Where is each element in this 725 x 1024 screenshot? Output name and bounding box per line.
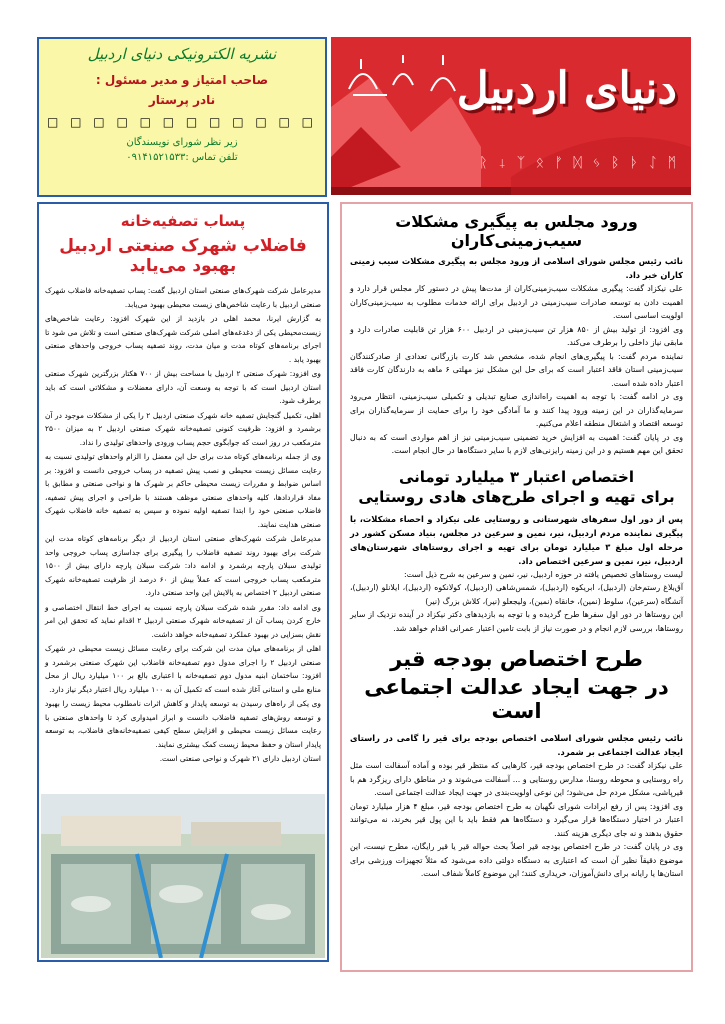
article1-body (342, 282, 691, 458)
article2-headline-1: اختصاص اعتبار ۳ میلیارد تومانی (398, 467, 634, 486)
paragraph: وی ادامه داد: مقرر شده شرکت سبلان پارچه نسبت به اجرای خط انتقال اختصاصی و خارج کردن پساب آن از تصفیه‌خانه شهرک صنعتی اردبیل ۲ اقدام نماید که تحقق این امر نقش بسزایی در بهبود عملکرد تصفیه‌خانه خواهد داشت. (45, 602, 322, 639)
contact-phone: تلفن تماس :۰۹۱۴۱۵۲۱۵۳۳ (126, 152, 238, 163)
masthead-title: دنیای اردبیل (456, 63, 677, 114)
paragraph: وی افزود: از تولید بیش از ۸۵۰ هزار تن سیب‌زمینی در اردبیل ۶۰۰ هزار تن قابلیت صادرات دارد و مابقی نیاز داخلی را برطرف می‌کند. (350, 324, 683, 347)
paragraph: وی افزود: شهرک صنعتی ۲ اردبیل با مساحت بیش از ۷۰۰ هکتار بزرگترین شهرک صنعتی استان اردبیل است که با توجه به وسعت آن، دارای معضلات و مشکلاتی است که باید برطرف شود. (45, 369, 321, 405)
article3-body (342, 759, 691, 881)
left-article-headline: پساب تصفیه‌خانه (120, 212, 246, 230)
masthead (331, 37, 691, 195)
photo-illustration (41, 794, 325, 958)
paragraph: وی در ادامه گفت: با توجه به اهمیت راه‌اندازی صنایع تبدیلی و تکمیلی سیب‌زمینی، انتظار می‌رود سرمایه‌گذاران در این زمینه ورود پیدا کنند و ما آمادگی خود را برای حمایت از سرمایه‌گذاران برای توسعه اقتصاد و اشتغال منطقه اعلام می‌کنیم. (350, 392, 683, 428)
owner-name: نادر پرستار (148, 93, 216, 107)
article1-headline: ورود مجلس به پیگیری مشکلات سیب‌زمینی‌کاران (395, 212, 638, 250)
paragraph: لیست روستاهای تخصیص یافته در حوزه اردبیل، نیر، نمین و سرعین به شرح ذیل است: (404, 569, 683, 579)
article3-headline-2: در جهت ایجاد عدالت اجتماعی است (364, 675, 669, 723)
publisher-info-box (37, 37, 327, 197)
paragraph: مدیرعامل شرکت شهرک‌های صنعتی استان اردبیل از دیگر برنامه‌های کوتاه مدت این شرکت برای بهبود روند تصفیه فاضلاب را پیگیری برای جداسازی پساب خروجی واحد تولیدی سبلان پارچه برشمرد و ادامه داد: شرکت سبلان پارچه دارای بیش از ۱۵۰۰ مترمکعب پساب خروجی است که عملاً بیش از ۶۰ درصد از ظرفیت تصفیه‌خانه شهرک صنعتی اردبیل ۲ اختصاص به پالایش این واحد صنعتی دارد. (45, 534, 321, 597)
paragraph: اهلی از برنامه‌های میان مدت این شرکت برای رعایت مسائل زیست محیطی در شهرک صنعتی اردبیل ۲ را اجرای مدول دوم تصفیه‌خانه فاضلاب این شهرک صنعتی برشمرد و افزود: ساختمان ابنیه مدول دوم تصفیه‌خانه با اعتباری بالغ بر ۱۰۰ میلیارد ریال از محل منابع ملی و استانی آغاز شده است که تکمیل آن به ۱۰۰ میلیارد ریال اعتبار دیگر نیاز دارد. (45, 644, 321, 694)
paragraph: علی نیکزاد گفت: در طرح اختصاص بودجه قیر، کارهایی که منتظر قیر بوده و آماده آسفالت است مثل راه روستایی و محوطه روستا، مدارس روستایی و ... آسفالت می‌شوند و در مناطق دارای ریزگرد هم با قیرپاشی، مشکل مردم حل می‌شود؛ این نوعی اولویت‌بندی در جهت ایجاد عدالت اجتماعی است. (350, 761, 683, 797)
placeholder-glyphs: □ □ □ □ □ □ □ □ □ □ □ □ (46, 115, 317, 129)
paragraph: اهلی، تکمیل گنجایش تصفیه خانه شهرک صنعتی اردبیل ۲ را یکی از مشکلات موجود در آن برشمرد و افزود: ظرفیت کنونی تصفیه‌خانه شهرک صنعتی اردبیل ۲ به میزان ۲۵۰۰ مترمکعب در روز است که جوابگوی حجم پساب ورودی واحدهای تولیدی را نداد. (45, 410, 321, 447)
article2-body (342, 568, 691, 636)
paragraph: وی در پایان گفت: در طرح اختصاص بودجه قیر اصلاً بحث حواله قیر یا قیر رایگان، مطرح نیست، این موضوع دقیقاً نظیر آن است که اعتباری به دستگاه دولتی داده می‌شود که مثلاً تجهیزات ورزشی برای استان‌ها یا رایانه برای دانش‌آموزان، خریداری کنند؛ این موضوع کاملاً شفاف است. (350, 842, 683, 878)
masthead-decor: ᚱ ⸸ ᛉ ᛟ ᚠ ᛞ ᛃ ᛒ ᚦ ᛇ ᛗ (479, 155, 679, 171)
article3-lead: نائب رئیس مجلس شورای اسلامی اختصاص بودجه برای قیر را گامی در راستای ایجاد عدالت اجتماعی بر شمرد. (350, 733, 683, 757)
paragraph: به گزارش ایرنا، محمد اهلی در بازدید از این شهرک افزود: رعایت شاخص‌های زیست‌محیطی یکی از دغدغه‌های اصلی شرکت شهرک‌های صنعتی است و تلاش می شود تا اجرای برنامه‌های کوتاه مدت و میان مدت، روند تصفیه پساب خروجی واحدهای صنعتی بهبود یابد . (45, 314, 321, 364)
editorial-board: زیر نظر شورای نویسندگان (126, 137, 238, 148)
paragraph: وی افزود: پس از رفع ایرادات شورای نگهبان به طرح اختصاص بودجه قیر، مبلغ ۴ هزار میلیارد تومان اعتبار در اختیار دستگاه‌ها قرار می‌گیرد و دستگاه‌ها هم فقط باید با این پول قیر بخرند، نه می‌توانند حقوق بدهند و نه جای دیگری هزینه کنند. (350, 801, 683, 838)
left-article-subheadline: فاضلاب شهرک صنعتی اردبیل بهبود می‌یابد (59, 236, 307, 276)
paragraph: وی یکی از راه‌های رسیدن به توسعه پایدار و کاهش اثرات نامطلوب محیط زیست را بهبود و توسعه روش‌های تصفیه فاضلاب دانست و ابراز امیدواری کرد تا واحدهای صنعتی با رعایت مسائل زیست محیطی و افزایش سطح کیفی تصفیه‌خانه‌های فاضلاب، به توسعه پایدار استان و حفظ محیط زیست کمک بیشتری نمایند. (45, 699, 321, 749)
owner-label: صاحب امتیاز و مدیر مسئول : (95, 73, 269, 87)
paragraph: نماینده مردم گفت: با پیگیری‌های انجام شده، مشخص شد کارت بازرگانی تعدادی از صادرکنندگان سیب‌زمینی استان فاقد اعتبار است که برای حل این مشکل نیز مهلتی ۶ ماهه به دارندگان کارت فاقد اعتبار داده شده است. (350, 351, 683, 388)
article2-lead: پس از دور اول سفرهای شهرستانی و روستایی علی نیکزاد و احصاء مشکلات، با پیگیری نماینده مردم اردبیل، نیر، نمین و سرعین در مجلس، بنیاد مسکن کشور در مرحله اول مبلغ ۳ میلیارد تومان برای تهیه و اجرای روستاهای شهرستان‌های اردبیل، نیر، نمین و سرعین اختصاص داد. (350, 513, 683, 566)
paragraph: این روستاها در دور اول سفرها طرح گردیده و با توجه به بازدیدهای دکتر نیکزاد در آینده نزدیک از سایر روستاها، بررسی لازم انجام و در صورت نیاز از بابت تامین اعتبار عمرانی اقدام خواهد شد. (350, 610, 683, 633)
paragraph: وی از جمله برنامه‌های کوتاه مدت برای حل این معضل را الزام واحدهای تولیدی نسبت به رعایت مسائل زیست محیطی و نصب پیش تصفیه در پساب خروجی دانست و افزود: بر اساس ضوابط و مقررات زیست محیطی حاکم بر شهرک ها و نواحی صنعتی و مطابق با مفاد قراردادها، کلیه واحدهای صنعتی موظف هستند با طراحی و اجرای پیش تصفیه، فاضلاب صنعتی خود را ابتدا تصفیه اولیه نموده و سپس به تصفیه خانه فاضلاب شهرک صنعتی هدایت نمایند. (45, 452, 321, 529)
paragraph: وی در پایان گفت: اهمیت به افزایش خرید تضمینی سیب‌زمینی نیز از اهم مواردی است که به دنبال تحقق این مهم هستیم و در این زمینه رایزنی‌های لازم با سایر دستگاه‌ها در حال انجام است. (350, 432, 683, 455)
article1-lead: نائب رئیس مجلس شورای اسلامی از ورود مجلس به پیگیری مشکلات سیب زمینی کاران خبر داد. (350, 256, 683, 280)
article2-headline-2: برای تهیه و اجرای طرح‌های هادی روستایی (358, 487, 675, 506)
paragraph: علی نیکزاد گفت: پیگیری مشکلات سیب‌زمینی‌کاران از مدت‌ها پیش در دستور کار مجلس قرار دارد و اهمیت دادن به توسعه صادرات سیب‌زمینی در اردبیل برای ارائه خدمات مطلوب به سیب‌زمینی‌کاران اولویت اساسی است. (350, 284, 683, 320)
paragraph: مدیرعامل شرکت شهرک‌های صنعتی استان اردبیل گفت: پساب تصفیه‌خانه فاضلاب شهرک صنعتی اردبیل با رعایت شاخص‌های زیست محیطی بهبود می‌یابد. (45, 286, 321, 309)
paragraph: آق‌بلاغ رستم‌خان (اردبیل)، ابریکوه (اردبیل)، شمس‌شاهی (اردبیل)، کولانکوه (اردبیل)، ایلانلو (اردبیل)، آتشگاه (سرعین)، سلوط (نمین)، خانقاه (نمین)، ولیجعلو (نیر)، کلاش بزرگ (نیر) (350, 583, 683, 606)
left-article-body (39, 284, 327, 766)
article3-headline-1: طرح اختصاص بودجه قیر (390, 647, 643, 671)
treatment-plant-photo (41, 794, 325, 958)
right-articles (340, 202, 693, 972)
publication-name: نشریه الکترونیکی دنیای اردبیل (87, 45, 277, 63)
left-article (37, 202, 329, 962)
paragraph: استان اردبیل دارای ۲۱ شهرک و نواحی صنعتی است. (159, 754, 321, 763)
masthead-art (331, 37, 691, 195)
